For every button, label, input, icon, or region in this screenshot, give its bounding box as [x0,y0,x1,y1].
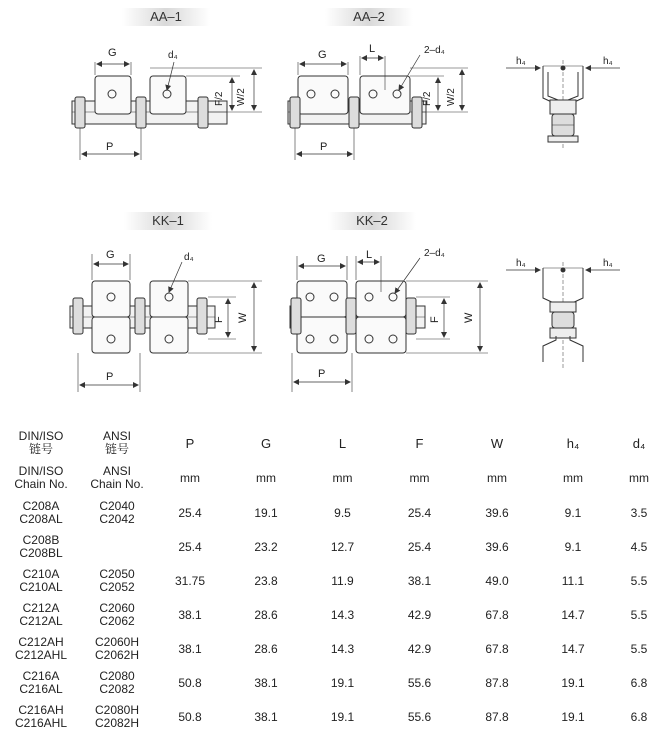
diagram-aa1 [72,62,262,160]
header-ansi-en: ANSI Chain No. [90,464,144,491]
cell-h4: 9.1 [564,539,582,554]
kk1-f-label: F [213,316,225,323]
cell-d4: 5.5 [630,607,648,622]
cell-g: 28.6 [254,641,278,656]
side1-h-right-label: h₄ [603,56,613,67]
cell-l: 11.9 [331,573,354,588]
cell-f: 42.9 [407,607,432,622]
cell-w: 87.8 [485,675,509,690]
diagram-kk1 [70,254,262,392]
cell-p: 31.75 [174,573,206,588]
din-chain-no: C210A C210AL [19,567,63,594]
header-col-g: G [260,435,272,451]
table-row [0,700,668,734]
cell-f: 55.6 [407,675,432,690]
unit-cell: mm [487,470,507,485]
kk1-d-label: d₄ [184,252,194,263]
diagram-title-aa1: AA–1 [122,8,210,26]
kk1-p-label: P [106,371,114,383]
aa1-g-label: G [108,47,117,59]
aa1-f2-label: F/2 [214,91,225,106]
kk2-w-label: W [463,312,475,323]
cell-g: 38.1 [254,675,278,690]
unit-cell: mm [332,470,353,485]
aa2-f2-label: F/2 [422,91,433,106]
header-col-h4: h₄ [566,435,580,451]
cell-f: 25.4 [407,539,432,554]
header-col-f: F [415,435,424,451]
spec-table [0,426,668,734]
din-chain-no: C216AH C216AHL [14,703,68,730]
unit-cell: mm [256,470,276,485]
cell-p: 38.1 [178,607,202,622]
diagram-title-kk2: KK–2 [328,212,416,230]
header-row-cn [0,426,668,460]
table-row [0,530,668,564]
cell-h4: 19.1 [561,675,585,690]
cell-l: 19.1 [330,675,355,690]
ansi-chain-no [82,530,152,564]
diagram-side-view-2 [506,262,620,368]
cell-g: 28.6 [254,607,278,622]
kk2-g-label: G [317,253,326,265]
cell-h4: 19.1 [561,709,585,724]
unit-cell: mm [409,470,430,485]
ansi-chain-no: C2040 C2042 [99,499,135,526]
header-col-l: L [338,435,347,451]
unit-cell: mm [629,470,649,485]
header-din-en: DIN/ISO Chain No. [14,464,68,491]
cell-f: 25.4 [407,505,432,520]
cell-g: 19.1 [254,505,278,520]
aa1-d-label: d₄ [168,50,178,61]
cell-p: 50.8 [178,709,202,724]
din-chain-no: C212A C212AL [19,601,63,628]
unit-cell: mm [180,470,200,485]
cell-d4: 3.5 [630,505,648,520]
cell-d4: 5.5 [630,573,648,588]
cell-p: 38.1 [178,641,202,656]
ansi-chain-no: C2060 C2062 [99,601,135,628]
cell-d4: 6.8 [630,709,648,724]
aa2-d-label: 2–d₄ [424,45,445,56]
din-chain-no: C208A C208AL [19,499,63,526]
cell-p: 25.4 [178,539,202,554]
diagram-title-kk1: KK–1 [124,212,212,230]
cell-w: 87.8 [485,709,509,724]
header-row-units [0,460,668,496]
aa2-w2-label: W/2 [446,88,457,106]
aa2-p-label: P [320,141,328,153]
cell-f: 38.1 [407,573,432,588]
kk1-w-label: W [237,312,249,323]
unit-cell: mm [563,470,583,485]
din-chain-no: C216A C216AL [19,669,63,696]
cell-p: 50.8 [178,675,202,690]
table-row [0,496,668,530]
table-row [0,564,668,598]
cell-l: 14.3 [330,641,355,656]
diagram-aa2 [288,55,468,160]
table-row [0,666,668,700]
din-chain-no: C212AH C212AHL [14,635,68,662]
cell-w: 49.0 [485,573,509,588]
header-col-p: P [185,435,195,451]
table-row [0,632,668,666]
aa2-l-label: L [369,43,376,55]
kk2-d-label: 2–d₄ [424,248,445,259]
cell-d4: 6.8 [630,675,648,690]
header-din-cn: DIN/ISO 链号 [18,429,64,456]
diagram-side-view-1 [506,60,620,150]
din-chain-no: C208B C208BL [19,533,63,560]
table-row [0,598,668,632]
cell-w: 67.8 [485,607,509,622]
kk2-f-label: F [429,316,441,323]
cell-h4: 9.1 [564,505,582,520]
ansi-chain-no: C2080 C2082 [99,669,135,696]
ansi-chain-no: C2050 C2052 [99,567,135,594]
cell-f: 55.6 [407,709,432,724]
ansi-chain-no: C2080H C2082H [94,703,140,730]
header-ansi-cn: ANSI 链号 [102,429,131,456]
header-col-d4: d₄ [632,435,646,451]
aa2-g-label: G [318,49,327,61]
cell-w: 67.8 [485,641,509,656]
cell-p: 25.4 [178,505,202,520]
cell-h4: 11.1 [561,573,585,588]
cell-h4: 14.7 [561,607,585,622]
kk1-g-label: G [106,249,115,261]
cell-g: 23.8 [254,573,278,588]
aa1-w2-label: W/2 [236,88,247,106]
cell-w: 39.6 [485,539,509,554]
kk2-p-label: P [318,368,326,380]
cell-h4: 14.7 [561,641,585,656]
aa1-p-label: P [106,141,114,153]
cell-g: 38.1 [254,709,278,724]
side1-h-left-label: h₄ [516,56,526,67]
side2-h-left-label: h₄ [516,258,526,269]
cell-g: 23.2 [254,539,278,554]
cell-d4: 4.5 [630,539,648,554]
cell-d4: 5.5 [630,641,648,656]
cell-l: 14.3 [330,607,355,622]
diagram-title-aa2: AA–2 [325,8,413,26]
side2-h-right-label: h₄ [603,258,613,269]
cell-w: 39.6 [485,505,509,520]
ansi-chain-no: C2060H C2062H [94,635,140,662]
cell-l: 9.5 [334,505,351,520]
kk2-l-label: L [366,249,373,261]
cell-l: 12.7 [330,539,355,554]
header-col-w: W [490,435,504,451]
cell-f: 42.9 [407,641,432,656]
cell-l: 19.1 [330,709,355,724]
